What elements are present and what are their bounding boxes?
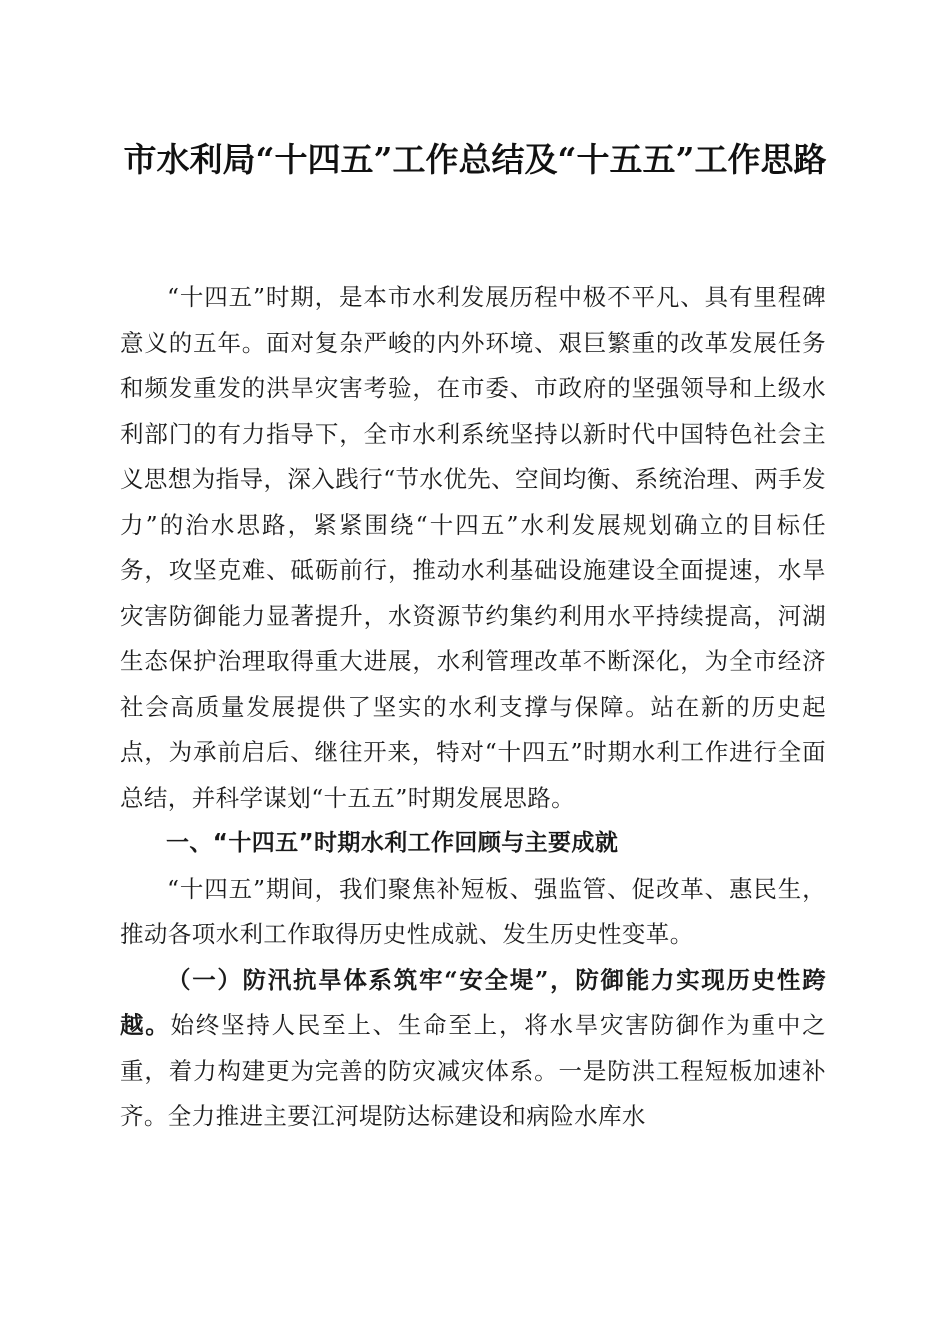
subsection-1-body: 始终坚持人民至上、生命至上，将水旱灾害防御作为重中之重，着力构建更为完善的防灾减灾体系。一是防洪工程短板加速补齐。全力推进主要江河堤防达标建设和病险水库水 [120,1011,826,1130]
document-body [120,275,826,1140]
subsection-1-paragraph [120,958,826,1140]
intro-paragraph: “十四五”时期，是本市水利发展历程中极不平凡、具有里程碑意义的五年。面对复杂严峻的内外环境、艰巨繁重的改革发展任务和频发重发的洪旱灾害考验，在市委、市政府的坚强领导和上级水利部门的有力指导下，全市水利系统坚持以新时代中国特色社会主义思想为指导，深入践行“节水优先、空间均衡、系统治理、两手发力”的治水思路，紧紧围绕“十四五”水利发展规划确立的目标任务，攻坚克难、砥砺前行，推动水利基础设施建设全面提速，水旱灾害防御能力显著提升，水资源节约集约利用水平持续提高，河湖生态保护治理取得重大进展，水利管理改革不断深化，为全市经济社会高质量发展提供了坚实的水利支撑与保障。站在新的历史起点，为承前启后、继往开来，特对“十四五”时期水利工作进行全面总结，并科学谋划“十五五”时期发展思路。 [120,283,826,812]
document-title: 市水利局“十四五”工作总结及“十五五”工作思路 [123,140,827,179]
section-1-heading: 一、“十四五”时期水利工作回顾与主要成就 [166,830,619,856]
subsection-1-lead: （一）防汛抗旱体系筑牢“安全堤”，防御能力实现历史性跨越。 [120,965,826,1039]
section-1-intro-paragraph: “十四五”期间，我们聚焦补短板、强监管、促改革、惠民生，推动各项水利工作取得历史性成就、发生历史性变革。 [120,874,826,948]
